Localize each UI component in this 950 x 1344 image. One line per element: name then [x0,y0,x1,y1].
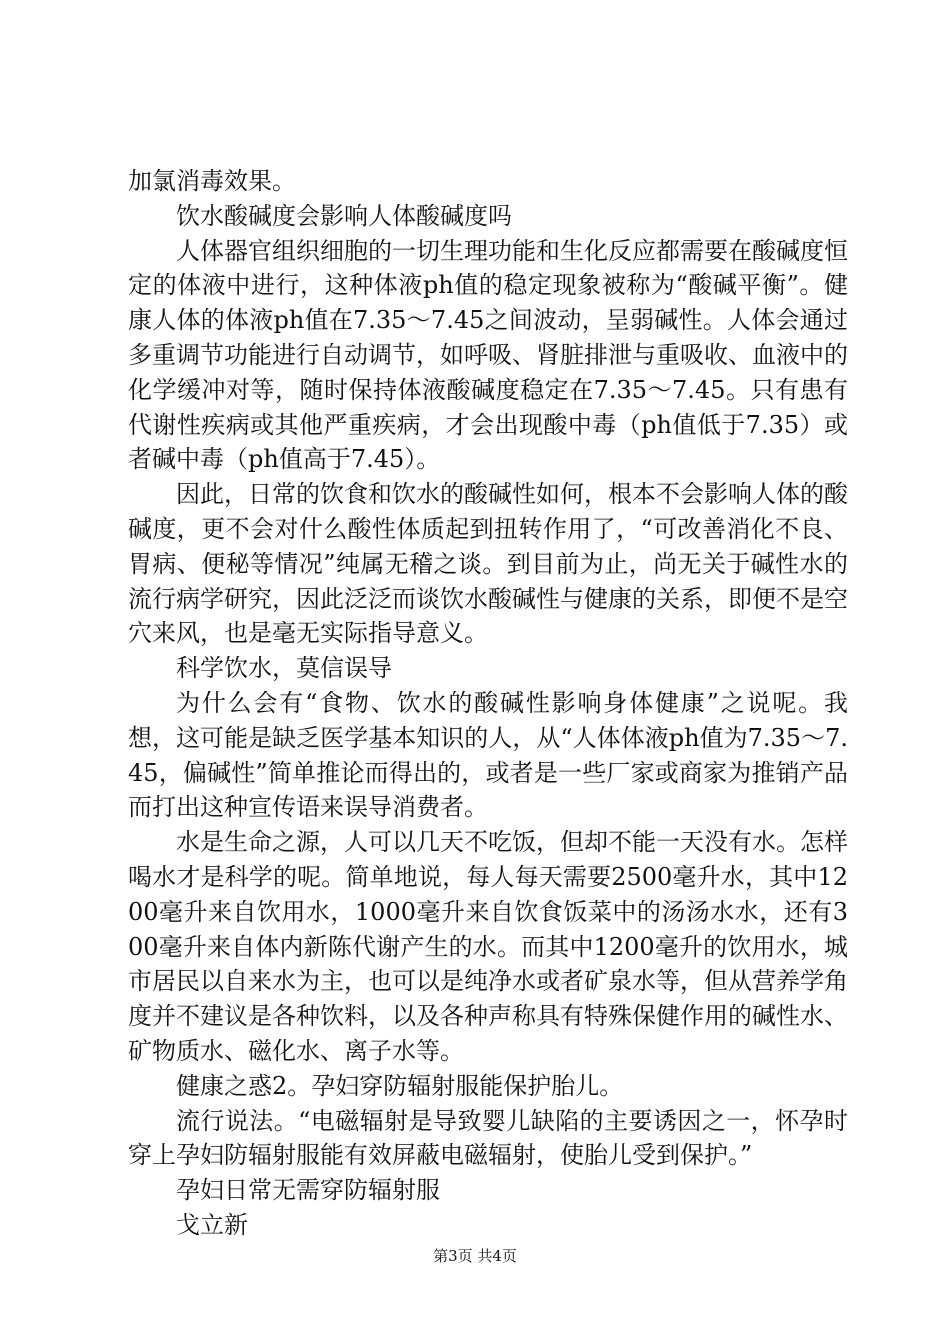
paragraph-popular-claim: 流行说法。“电磁辐射是导致婴儿缺陷的主要诱因之一，怀孕时穿上孕妇防辐射服能有效屏蔽电磁辐射，使胎儿受到保护。” [128,1106,848,1170]
author-name: 戈立新 [176,1210,248,1239]
page-number-footer: 第3页 共4页 [433,1247,517,1265]
section-heading-radiation-clothing: 孕妇日常无需穿防辐射服 [176,1176,440,1205]
paragraph-water-intake: 水是生命之源，人可以几天不吃饭，但却不能一天没有水。怎样喝水才是科学的呢。简单地说，每人每天需要2500毫升水，其中1200毫升来自饮用水，1000毫升来自饮食饭菜中的汤汤水水，还有300毫升来自体内新陈代谢产生的水。而其中1200毫升的饮用水，城市居民以自来水为主，也可以是纯净水或者矿泉水等，但从营养学角度并不建议是各种饮料，以及各种声称具有特殊保健作用的碱性水、矿物质水、磁化水、离子水等。 [128,828,848,1065]
section-heading-health-myth-2: 健康之惑2。孕妇穿防辐射服能保护胎儿。 [176,1071,624,1100]
paragraph-misleading-claims: 为什么会有“食物、饮水的酸碱性影响身体健康”之说呢。我想，这可能是缺乏医学基本知识的人，从“人体体液ph值为7.35～7.45，偏碱性”简单推论而得出的，或者是一些厂家或商家为推销产品而打出这种宣传语来误导消费者。 [128,688,848,822]
paragraph-body-ph: 人体器官组织细胞的一切生理功能和生化反应都需要在酸碱度恒定的体液中进行，这种体液ph值的稳定现象被称为“酸碱平衡”。健康人体的体液ph值在7.35～7.45之间波动，呈弱碱性。人体会通过多重调节功能进行自动调节，如呼吸、肾脏排泄与重吸收、血液中的化学缓冲对等，随时保持体液酸碱度稳定在7.35～7.45。只有患有代谢性疾病或其他严重疾病，才会出现酸中毒（ph值低于7.35）或者碱中毒（ph值高于7.45）。 [128,236,848,474]
section-heading-scientific-drinking: 科学饮水，莫信误导 [176,654,392,683]
section-heading-water-ph: 饮水酸碱度会影响人体酸碱度吗 [176,201,512,230]
document-body [128,164,848,1243]
paragraph-diet-ph: 因此，日常的饮食和饮水的酸碱性如何，根本不会影响人体的酸碱度，更不会对什么酸性体质起到扭转作用了，“可改善消化不良、胃病、便秘等情况”纯属无稽之谈。到目前为止，尚无关于碱性水的流行病学研究，因此泛泛而谈饮水酸碱性与健康的关系，即便不是空穴来风，也是毫无实际指导意义。 [128,480,848,648]
paragraph-continuation: 加氯消毒效果。 [128,167,296,195]
